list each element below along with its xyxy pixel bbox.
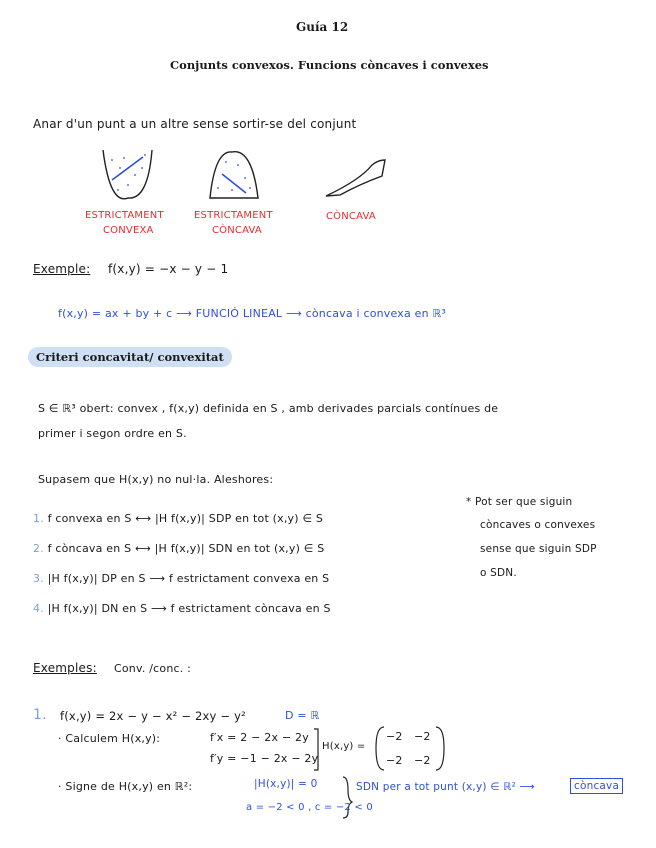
side-note-line-2: còncaves o convexes bbox=[480, 519, 596, 531]
convex-label-2: CONVEXA bbox=[103, 225, 154, 236]
calc-label: · Calculem H(x,y): bbox=[58, 732, 161, 745]
concave-label-1: ESTRICTAMENT bbox=[194, 210, 273, 221]
partial-fx: f′x = 2 − 2x − 2y bbox=[210, 731, 309, 744]
concave-label-2: CÒNCAVA bbox=[212, 225, 262, 236]
item-text: |H f(x,y)| DN en S ⟶ f estrictament còncava en S bbox=[47, 602, 331, 615]
sign-determinant: |H(x,y)| = 0 bbox=[254, 778, 318, 790]
conclusion-text: SDN per a tot punt (x,y) ∈ ℝ² ⟶ bbox=[356, 781, 535, 793]
hessian-h11: −2 bbox=[386, 730, 403, 743]
example-1-function: f(x,y) = 2x − y − x² − 2xy − y² bbox=[60, 709, 246, 723]
criteri-paragraph-line-1: S ∈ ℝ³ obert: convex , f(x,y) definida en S , amb derivades parcials contínues de bbox=[38, 402, 499, 415]
item-number: 3. bbox=[33, 572, 44, 585]
partial-fy: f′y = −1 − 2x − 2y bbox=[210, 752, 319, 765]
example-1-number: 1. bbox=[33, 707, 47, 723]
criteri-heading: Criteri concavitat/ convexitat bbox=[28, 347, 232, 367]
criteri-paragraph-line-2: primer i segon ordre en S. bbox=[38, 427, 187, 440]
side-note-line-3: sense que siguin SDP bbox=[480, 543, 597, 555]
item-text: |H f(x,y)| DP en S ⟶ f estrictament convexa en S bbox=[47, 572, 330, 585]
convex-label-1: ESTRICTAMENT bbox=[85, 210, 164, 221]
criteri-assumption: Supasem que H(x,y) no nul·la. Aleshores: bbox=[38, 473, 274, 486]
concave-label-3: CÒNCAVA bbox=[326, 211, 376, 222]
linear-function-note: f(x,y) = ax + by + c ⟶ FUNCIÓ LINEAL ⟶ còncava i convexa en ℝ³ bbox=[58, 307, 446, 320]
side-note-line-4: o SDN. bbox=[480, 567, 517, 579]
item-number: 4. bbox=[33, 602, 44, 615]
examples-subtitle: Conv. /conc. : bbox=[114, 662, 192, 675]
example-label: Exemple: bbox=[33, 262, 91, 276]
page-subtitle: Conjunts convexos. Funcions còncaves i convexes bbox=[170, 58, 489, 72]
intro-text: Anar d'un punt a un altre sense sortir-se del conjunt bbox=[33, 117, 357, 131]
hessian-label: H(x,y) = bbox=[322, 741, 366, 752]
page-title: Guía 12 bbox=[296, 20, 349, 34]
hessian-h12: −2 bbox=[414, 730, 431, 743]
example-1-domain: D = ℝ bbox=[285, 709, 320, 722]
item-number: 1. bbox=[33, 512, 44, 525]
hessian-h22: −2 bbox=[414, 754, 431, 767]
sign-label: · Signe de H(x,y) en ℝ²: bbox=[58, 780, 193, 793]
sign-conditions: a = −2 < 0 , c = −2 < 0 bbox=[246, 802, 373, 813]
item-number: 2. bbox=[33, 542, 44, 555]
hessian-h21: −2 bbox=[386, 754, 403, 767]
item-text: f còncava en S ⟷ |H f(x,y)| SDN en tot (x,y) ∈ S bbox=[47, 542, 325, 555]
examples-label: Exemples: bbox=[33, 661, 97, 675]
item-text: f convexa en S ⟷ |H f(x,y)| SDP en tot (x,y) ∈ S bbox=[47, 512, 324, 525]
result-box: còncava bbox=[570, 778, 623, 794]
side-note-line-1: * Pot ser que siguin bbox=[466, 496, 573, 508]
example-function: f(x,y) = −x − y − 1 bbox=[108, 262, 229, 276]
